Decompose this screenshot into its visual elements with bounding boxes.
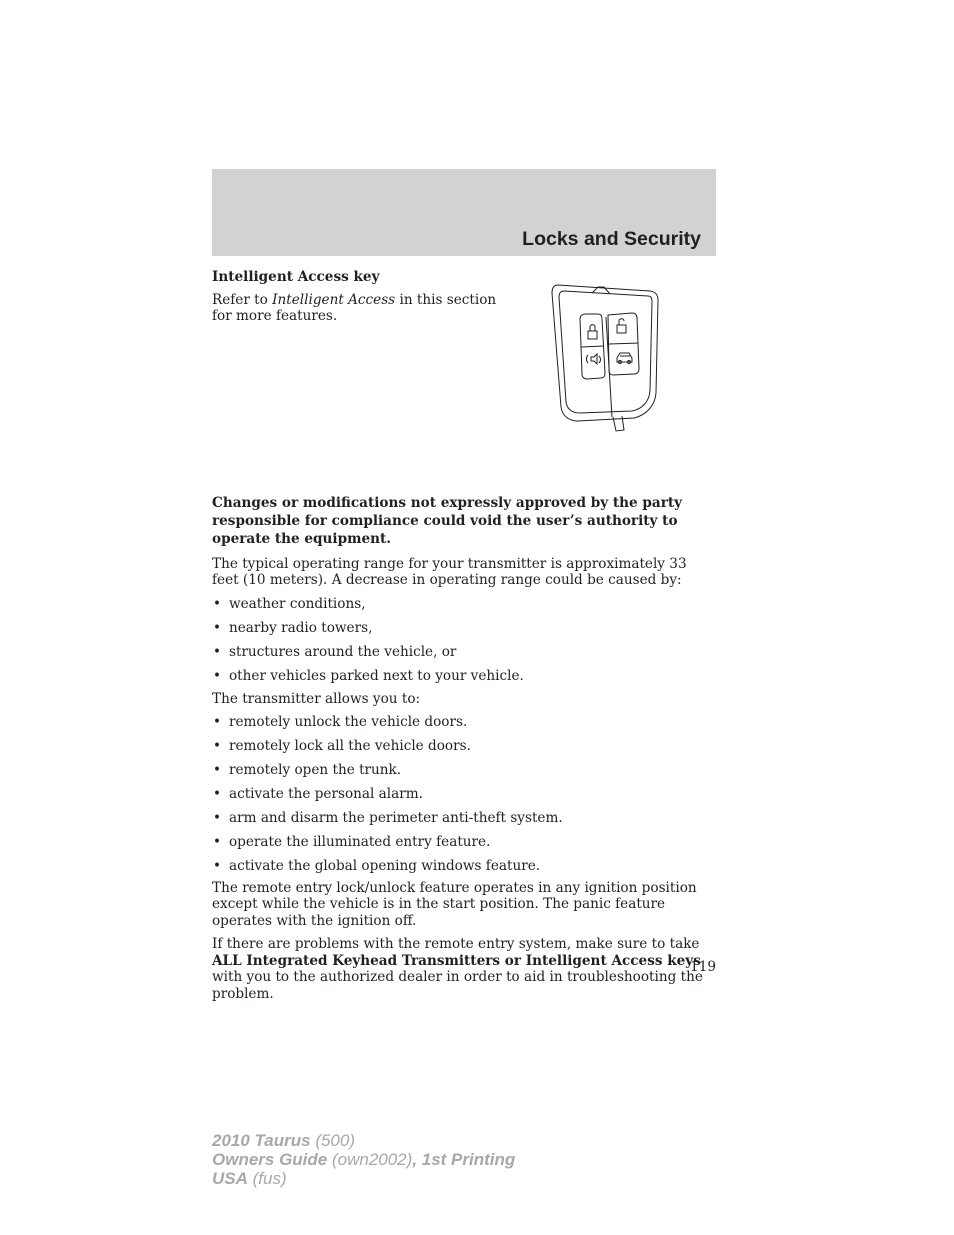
intro-prefix: Refer to [212, 291, 273, 308]
intelligent-access-heading: Intelligent Access key [212, 269, 380, 285]
problems-emphasis: ALL Integrated Keyhead Transmitters or Intelligent Access keys [212, 952, 701, 969]
footer-market-code: (fus) [247, 1169, 287, 1188]
section-header-band [212, 169, 716, 256]
warning-statement: Changes or modifications not expressly approved by the party responsible for compliance could void the user’s authority to operate the equipment. [212, 494, 683, 547]
key-fob-figure [550, 281, 664, 437]
problems-prefix: If there are problems with the remote entry system, make sure to take [212, 936, 700, 952]
problems-suffix: with you to the authorized dealer in order to aid in troubleshooting the problem. [212, 969, 703, 1002]
range-paragraph: The typical operating range for your transmitter is approximately 33 feet (10 meters). A decrease in operating range could be caused by: [212, 555, 687, 588]
list-item: • remotely unlock the vehicle doors. [212, 714, 716, 731]
footer-guide-code: (own2002) [327, 1150, 413, 1169]
remote-entry-paragraph: The remote entry lock/unlock feature operates in any ignition position except while the vehicle is in the start position. The panic feature operates with the ignition off. [212, 879, 697, 929]
intro-link-text: Intelligent Access [272, 291, 396, 308]
unlock-icon [617, 319, 626, 333]
footer-line-guide [212, 1150, 515, 1169]
list-item: • other vehicles parked next to your vehicle. [212, 668, 716, 685]
list-item: • remotely open the trunk. [212, 762, 716, 779]
list-item: • operate the illuminated entry feature. [212, 834, 716, 851]
page-number: 119 [690, 959, 716, 975]
list-item: • activate the global opening windows feature. [212, 858, 716, 875]
list-item: • remotely lock all the vehicle doors. [212, 738, 716, 755]
footer-model: 2010 Taurus [212, 1131, 311, 1150]
trunk-icon [617, 353, 632, 364]
intro-suffix: in this section for more features. [212, 291, 497, 324]
footer-model-code: (500) [310, 1131, 356, 1150]
list-item: • weather conditions, [212, 596, 716, 613]
panic-icon [587, 354, 601, 364]
list-item: • arm and disarm the perimeter anti-theft system. [212, 810, 716, 827]
list-item: • nearby radio towers, [212, 620, 716, 637]
footer-line-market [212, 1169, 515, 1188]
lock-icon [588, 325, 597, 339]
allows-intro: The transmitter allows you to: [212, 690, 421, 707]
intelligent-access-intro [212, 292, 497, 325]
list-item: • activate the personal alarm. [212, 786, 716, 803]
transmitter-functions-list [212, 714, 716, 875]
list-item: • structures around the vehicle, or [212, 644, 716, 661]
footer-guide: Owners Guide [212, 1150, 328, 1169]
range-causes-list [212, 596, 716, 685]
footer-printing: , 1st Printing [412, 1150, 516, 1169]
page-content [212, 269, 716, 1002]
footer-market: USA [212, 1169, 248, 1188]
print-footer [212, 1131, 515, 1188]
footer-line-model [212, 1131, 515, 1150]
section-title: Locks and Security [522, 228, 701, 250]
